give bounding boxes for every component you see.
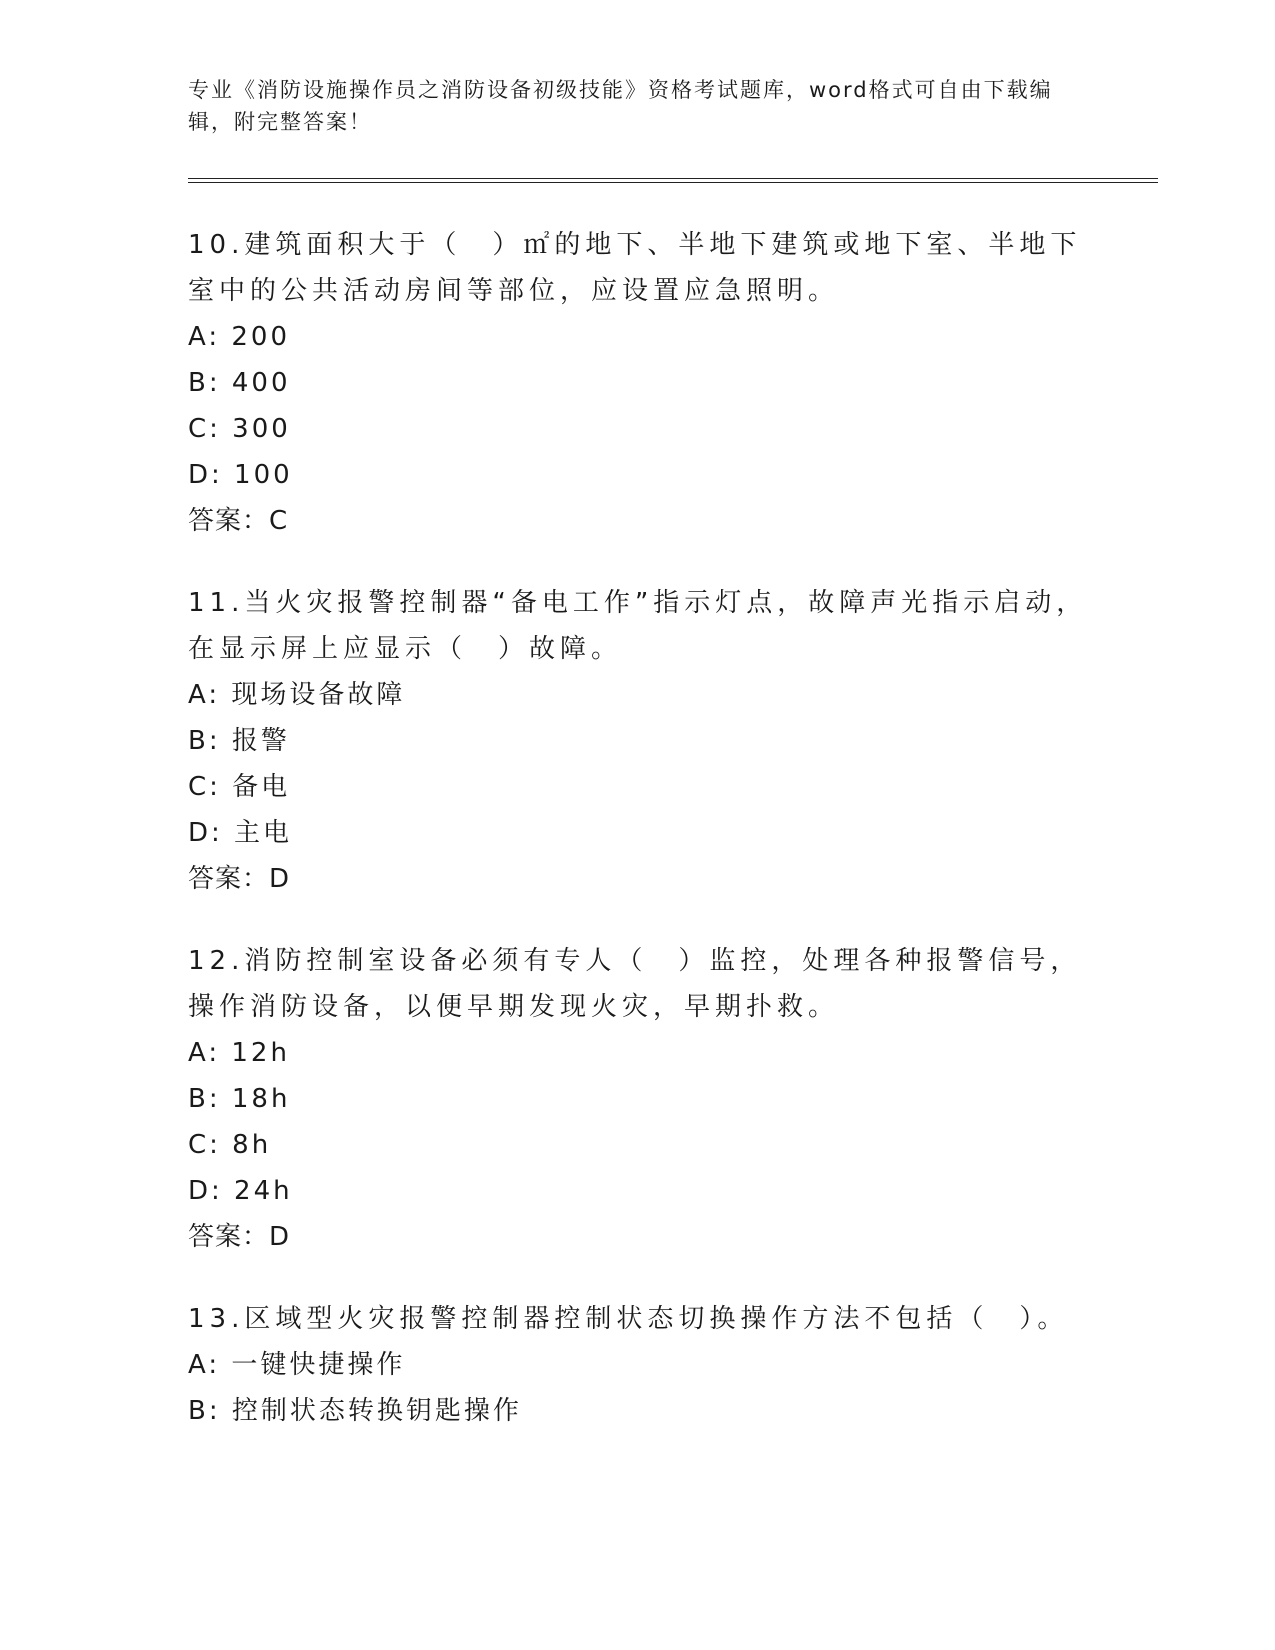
question-12	[188, 938, 1088, 1260]
question-stem: 12.消防控制室设备必须有专人（ ）监控，处理各种报警信号，操作消防设备，以便早期发现火灾，早期扑救。	[188, 946, 1082, 1022]
question-11	[188, 580, 1088, 902]
option-b: B: 报警	[188, 726, 290, 756]
question-13	[188, 1296, 1088, 1434]
option-a: A: 12h	[188, 1038, 290, 1068]
option-d: D: 主电	[188, 818, 293, 848]
question-stem: 10.建筑面积大于（ ）㎡的地下、半地下建筑或地下室、半地下室中的公共活动房间等部位，应设置应急照明。	[188, 230, 1082, 306]
answer-line: 答案：D	[188, 1222, 291, 1252]
option-c: C: 300	[188, 414, 291, 444]
option-b: B: 控制状态转换钥匙操作	[188, 1396, 522, 1426]
option-b: B: 18h	[188, 1084, 291, 1114]
option-c: C: 8h	[188, 1130, 272, 1160]
option-a: A: 200	[188, 322, 290, 352]
option-c: C: 备电	[188, 772, 291, 802]
question-stem: 11.当火灾报警控制器“备电工作”指示灯点，故障声光指示启动，在显示屏上应显示（ ）故障。	[188, 588, 1088, 664]
answer-line: 答案：D	[188, 864, 291, 894]
option-b: B: 400	[188, 368, 291, 398]
header-divider	[188, 178, 1158, 183]
document-intro: 专业《消防设施操作员之消防设备初级技能》资格考试题库，word格式可自由下载编辑，附完整答案！	[188, 78, 1053, 134]
option-d: D: 24h	[188, 1176, 293, 1206]
question-10	[188, 222, 1088, 544]
option-a: A: 一键快捷操作	[188, 1350, 406, 1380]
option-a: A: 现场设备故障	[188, 680, 406, 710]
answer-line: 答案：C	[188, 506, 289, 536]
option-d: D: 100	[188, 460, 293, 490]
question-stem: 13.区域型火灾报警控制器控制状态切换操作方法不包括（ ）。	[188, 1304, 1069, 1334]
